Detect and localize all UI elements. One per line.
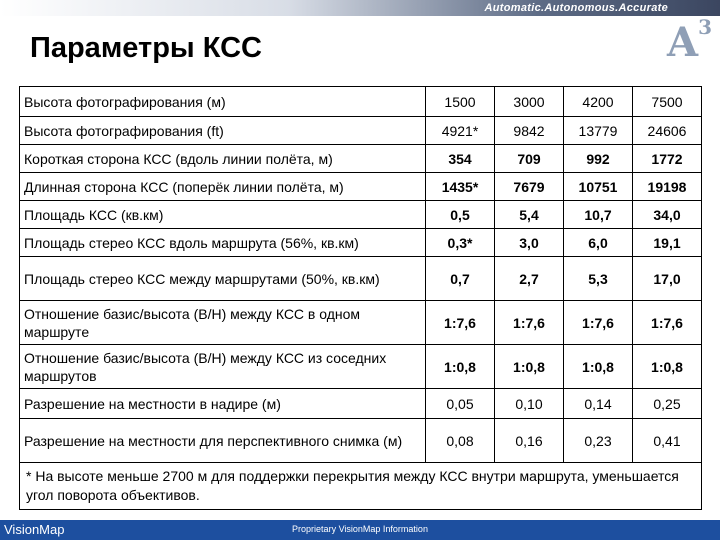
table-row <box>20 389 702 419</box>
row-value: 1:7,6 <box>426 301 495 345</box>
row-value: 0,23 <box>564 419 633 463</box>
row-value: 7679 <box>495 173 564 201</box>
row-value: 1772 <box>633 145 702 173</box>
footnote: * На высоте меньше 2700 м для поддержки перекрытия между КСС внутри маршрута, уменьшается угол поворота объективов. <box>20 463 702 510</box>
row-value: 4921* <box>426 117 495 145</box>
row-label: Отношение базис/высота (B/H) между КСС в одном маршруте <box>20 301 426 345</box>
table-row <box>20 257 702 301</box>
row-value: 0,08 <box>426 419 495 463</box>
row-value: 1:0,8 <box>633 345 702 389</box>
header-tagline: Automatic.Autonomous.Accurate <box>484 2 668 14</box>
row-value: 1500 <box>426 87 495 117</box>
row-value: 13779 <box>564 117 633 145</box>
row-value: 7500 <box>633 87 702 117</box>
row-value: 354 <box>426 145 495 173</box>
table-row <box>20 145 702 173</box>
row-value: 3,0 <box>495 229 564 257</box>
row-label: Высота фотографирования (м) <box>20 87 426 117</box>
row-label: Отношение базис/высота (B/H) между КСС из соседних маршрутов <box>20 345 426 389</box>
row-label: Короткая сторона КСС (вдоль линии полёта, м) <box>20 145 426 173</box>
table-row <box>20 229 702 257</box>
row-value: 19,1 <box>633 229 702 257</box>
row-label: Длинная сторона КСС (поперёк линии полёта, м) <box>20 173 426 201</box>
row-value: 0,7 <box>426 257 495 301</box>
row-label: Высота фотографирования (ft) <box>20 117 426 145</box>
row-value: 1:7,6 <box>495 301 564 345</box>
parameters-table <box>19 86 702 510</box>
table-row <box>20 345 702 389</box>
header-bar <box>0 0 720 16</box>
row-value: 9842 <box>495 117 564 145</box>
row-value: 6,0 <box>564 229 633 257</box>
row-value: 10751 <box>564 173 633 201</box>
row-value: 5,3 <box>564 257 633 301</box>
footnote-row <box>20 463 702 510</box>
visionmap-logo: VisionMap <box>4 522 65 537</box>
row-value: 1:0,8 <box>426 345 495 389</box>
row-value: 34,0 <box>633 201 702 229</box>
row-value: 0,16 <box>495 419 564 463</box>
row-value: 1:0,8 <box>564 345 633 389</box>
row-value: 1:0,8 <box>495 345 564 389</box>
row-value: 709 <box>495 145 564 173</box>
row-value: 0,10 <box>495 389 564 419</box>
row-value: 0,5 <box>426 201 495 229</box>
row-value: 0,41 <box>633 419 702 463</box>
table-row <box>20 419 702 463</box>
table-row <box>20 87 702 117</box>
row-value: 0,14 <box>564 389 633 419</box>
table-row <box>20 201 702 229</box>
row-label: Разрешение на местности в надире (м) <box>20 389 426 419</box>
row-label: Разрешение на местности для перспективного снимка (м) <box>20 419 426 463</box>
page-title: Параметры КСС <box>30 32 262 64</box>
a3-logo <box>667 2 712 68</box>
row-value: 1435* <box>426 173 495 201</box>
logo-letter: A <box>667 19 699 66</box>
table-row <box>20 117 702 145</box>
row-value: 2,7 <box>495 257 564 301</box>
row-value: 1:7,6 <box>564 301 633 345</box>
row-value: 0,3* <box>426 229 495 257</box>
logo-superscript: 3 <box>698 15 712 39</box>
row-label: Площадь стерео КСС вдоль маршрута (56%, кв.км) <box>20 229 426 257</box>
row-value: 1:7,6 <box>633 301 702 345</box>
row-value: 992 <box>564 145 633 173</box>
footer-text: Proprietary VisionMap Information <box>292 524 428 534</box>
table-row <box>20 173 702 201</box>
footer-bar <box>0 520 720 540</box>
row-value: 0,05 <box>426 389 495 419</box>
row-value: 0,25 <box>633 389 702 419</box>
row-value: 5,4 <box>495 201 564 229</box>
row-value: 17,0 <box>633 257 702 301</box>
row-label: Площадь КСС (кв.км) <box>20 201 426 229</box>
row-value: 3000 <box>495 87 564 117</box>
row-value: 24606 <box>633 117 702 145</box>
table-row <box>20 301 702 345</box>
row-label: Площадь стерео КСС между маршрутами (50%, кв.км) <box>20 257 426 301</box>
row-value: 4200 <box>564 87 633 117</box>
row-value: 19198 <box>633 173 702 201</box>
row-value: 10,7 <box>564 201 633 229</box>
